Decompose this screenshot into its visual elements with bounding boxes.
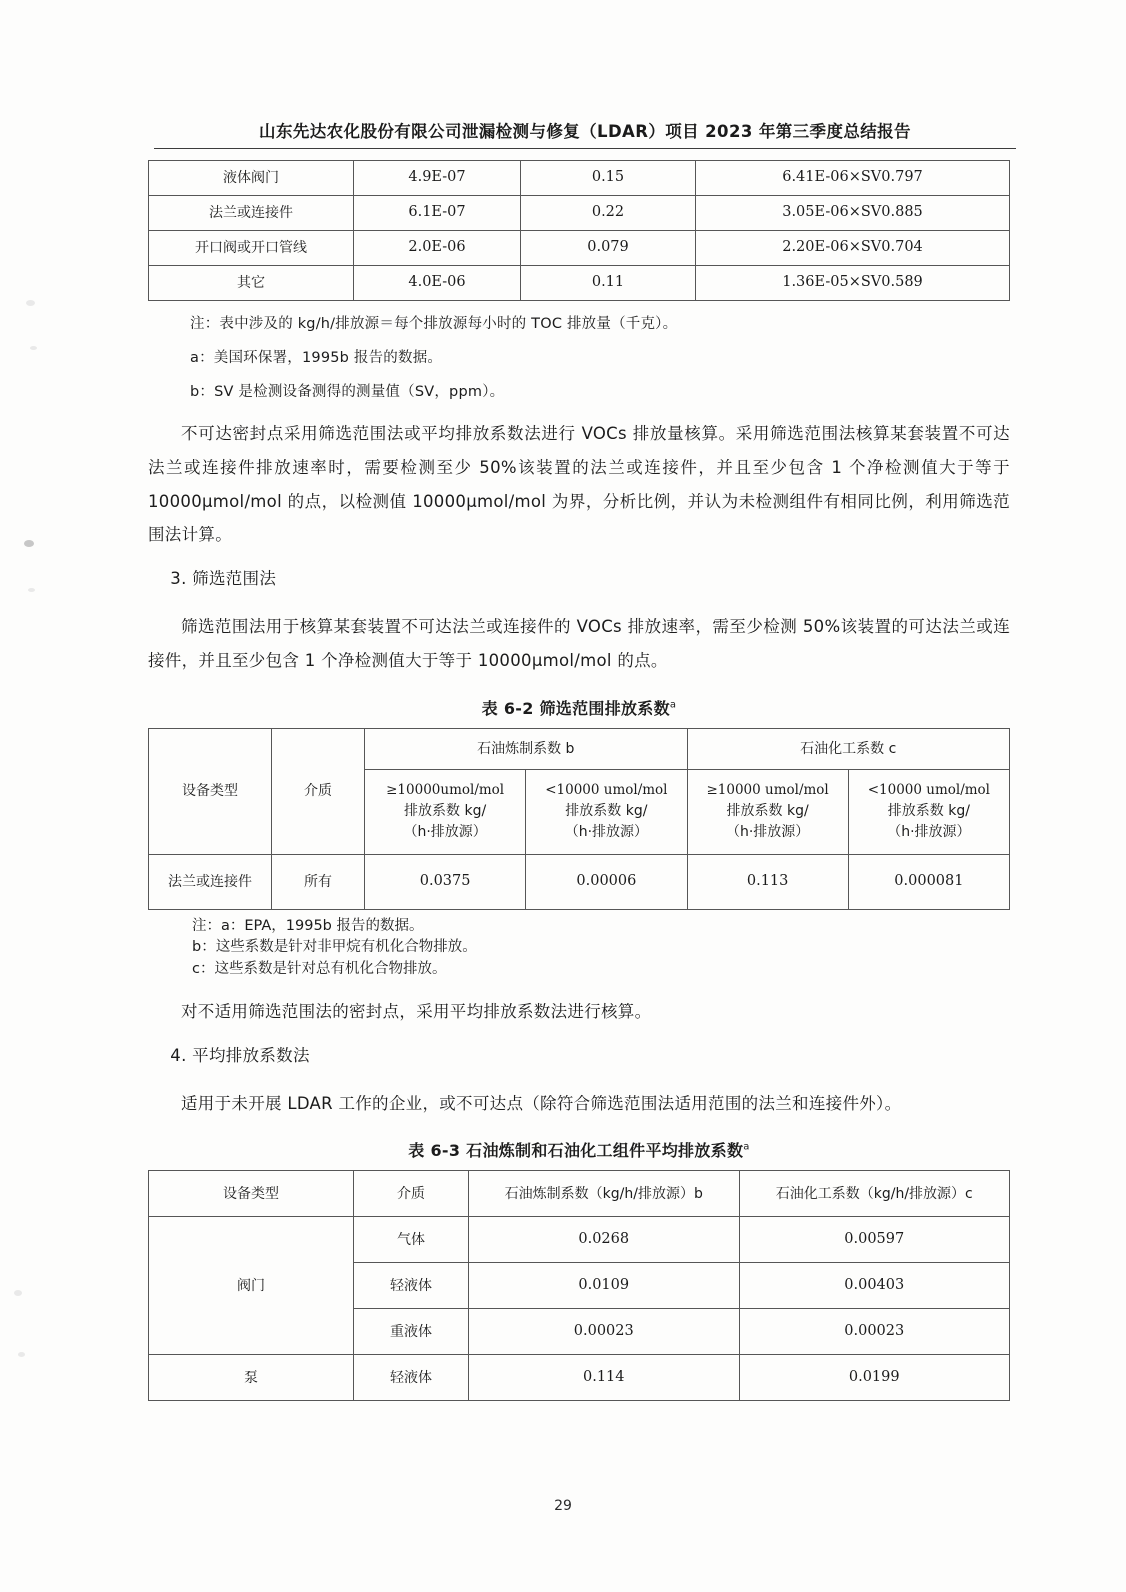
caption-text: 表 6-3 石油炼制和石油化工组件平均排放系数 (408, 1141, 744, 1161)
cell-medium: 重液体 (354, 1309, 469, 1355)
note-a: 注：a：EPA，1995b 报告的数据。 (192, 917, 424, 934)
header-equipment-type: 设备类型 (149, 1171, 354, 1217)
caption-table-6-3 (148, 1138, 1010, 1161)
cell-formula: 3.05E-06×SV0.885 (696, 196, 1010, 231)
scan-artifact (18, 1352, 25, 1357)
cell-equipment: 开口阀或开口管线 (149, 231, 354, 266)
table-note-b: b：SV 是检测设备测得的测量值（SV，ppm）。 (190, 384, 505, 401)
table-6-2 (148, 728, 1010, 910)
table-row (149, 161, 1010, 196)
table-note-unit: 注：表中涉及的 kg/h/排放源＝每个排放源每小时的 TOC 排放量（千克）。 (190, 316, 678, 332)
cell-equipment: 法兰或连接件 (149, 854, 272, 909)
subheader-line-3: （h·排放源） (564, 823, 649, 840)
cell-ge-petrochemical: 0.113 (687, 854, 848, 909)
caption-footnote-marker: a (669, 699, 677, 711)
cell-value-a: 4.9E-07 (354, 161, 521, 196)
table-note-a: a：美国环保署，1995b 报告的数据。 (190, 350, 443, 367)
subheader-line-2: 排放系数 kg/ (726, 802, 809, 819)
cell-refining: 0.114 (469, 1355, 740, 1401)
subheader-lt-10000-petrochemical (848, 769, 1009, 854)
cell-formula: 6.41E-06×SV0.797 (696, 161, 1010, 196)
cell-equipment-group: 泵 (149, 1355, 354, 1401)
header-refining: 石油炼制系数（kg/h/排放源）b (469, 1171, 740, 1217)
note-c: c：这些系数是针对总有机化合物排放。 (192, 961, 447, 978)
cell-formula: 1.36E-05×SV0.589 (696, 266, 1010, 301)
cell-value-b: 0.15 (521, 161, 696, 196)
cell-petrochemical: 0.00023 (739, 1309, 1010, 1355)
table-row (149, 196, 1010, 231)
cell-lt-petrochemical: 0.000081 (848, 854, 1009, 909)
subheader-line-3: （h·排放源） (725, 823, 810, 840)
subheader-line-2: 排放系数 kg/ (404, 802, 487, 819)
cell-refining: 0.00023 (469, 1309, 740, 1355)
cell-value-a: 6.1E-07 (354, 196, 521, 231)
subheader-line-1: <10000 umol/mol (545, 782, 668, 799)
paragraph-not-applicable: 对不适用筛选范围法的密封点，采用平均排放系数法进行核算。 (181, 1001, 652, 1021)
table-6-2-notes (192, 916, 1010, 981)
table-6-1-continued (148, 160, 1010, 301)
scan-artifact (26, 300, 35, 306)
cell-petrochemical: 0.00597 (739, 1217, 1010, 1263)
cell-medium: 所有 (272, 854, 365, 909)
cell-refining: 0.0268 (469, 1217, 740, 1263)
paragraph-screening-range-method: 筛选范围法用于核算某套装置不可达法兰或连接件的 VOCs 排放速率，需至少检测 50%该装置的可达法兰或连接件，并且至少包含 1 个净检测值大于等于 10000μmol/mol 的点。 (148, 617, 1010, 670)
subheader-line-1: ≥10000 umol/mol (706, 782, 829, 799)
cell-equipment: 液体阀门 (149, 161, 354, 196)
note-b: b：这些系数是针对非甲烷有机化合物排放。 (192, 939, 477, 956)
header-group-refining: 石油炼制系数 b (365, 728, 688, 769)
cell-medium: 轻液体 (354, 1263, 469, 1309)
subheader-line-1: <10000 umol/mol (867, 782, 991, 799)
paragraph-average-emission-factor: 适用于未开展 LDAR 工作的企业，或不可达点（除符合筛选范围法适用范围的法兰和连接件外）。 (181, 1093, 902, 1113)
page-number: 29 (554, 1498, 572, 1514)
scan-artifact (24, 540, 34, 547)
cell-value-b: 0.22 (521, 196, 696, 231)
cell-equipment: 其它 (149, 266, 354, 301)
scan-artifact (28, 588, 35, 592)
cell-medium: 气体 (354, 1217, 469, 1263)
cell-equipment: 法兰或连接件 (149, 196, 354, 231)
table-header-row (149, 1171, 1010, 1217)
cell-medium: 轻液体 (354, 1355, 469, 1401)
cell-refining: 0.0109 (469, 1263, 740, 1309)
subheader-ge-10000-refining (365, 769, 526, 854)
table-header-row (149, 728, 1010, 769)
table-6-3 (148, 1170, 1010, 1401)
table-row (149, 266, 1010, 301)
header-equipment-type: 设备类型 (149, 728, 272, 854)
header-medium: 介质 (354, 1171, 469, 1217)
subheader-line-1: ≥10000umol/mol (386, 782, 505, 799)
table-row (149, 231, 1010, 266)
cell-lt-refining: 0.00006 (526, 854, 687, 909)
cell-petrochemical: 0.0199 (739, 1355, 1010, 1401)
header-petrochemical: 石油化工系数（kg/h/排放源）c (739, 1171, 1010, 1217)
subheader-line-3: （h·排放源） (403, 823, 487, 840)
subheader-line-2: 排放系数 kg/ (565, 802, 648, 819)
scan-artifact (14, 1290, 22, 1296)
heading-screening-range-method: 3. 筛选范围法 (170, 569, 277, 589)
caption-table-6-2 (148, 696, 1010, 719)
cell-formula: 2.20E-06×SV0.704 (696, 231, 1010, 266)
caption-text: 表 6-2 筛选范围排放系数 (481, 698, 670, 718)
subheader-line-2: 排放系数 kg/ (887, 802, 970, 819)
cell-value-a: 4.0E-06 (354, 266, 521, 301)
cell-value-b: 0.11 (521, 266, 696, 301)
table-row (149, 854, 1010, 909)
page-header-title: 山东先达农化股份有限公司泄漏检测与修复（LDAR）项目 2023 年第三季度总结报告 (154, 118, 1016, 149)
subheader-lt-10000-refining (526, 769, 687, 854)
table-row (149, 1355, 1010, 1401)
header-group-petrochemical: 石油化工系数 c (687, 728, 1010, 769)
subheader-line-3: （h·排放源） (887, 823, 971, 840)
scan-artifact (30, 346, 37, 350)
heading-average-emission-factor-method: 4. 平均排放系数法 (170, 1045, 310, 1065)
header-medium: 介质 (272, 728, 365, 854)
subheader-ge-10000-petrochemical (687, 769, 848, 854)
cell-ge-refining: 0.0375 (365, 854, 526, 909)
cell-value-a: 2.0E-06 (354, 231, 521, 266)
cell-value-b: 0.079 (521, 231, 696, 266)
paragraph-unreachable-points: 不可达密封点采用筛选范围法或平均排放系数法进行 VOCs 排放量核算。采用筛选范围法核算某套装置不可达法兰或连接件排放速率时，需要检测至少 50%该装置的法兰或连接件，并且至少包含 1 个净检测值大于等于 10000μmol/mol 的点，以检测值 10000μmol/mol 为界，分析比例，并认为未检测组件有相同比例，利用筛选范围法计算。 (148, 424, 1010, 545)
table-row (149, 1217, 1010, 1263)
cell-equipment-group: 阀门 (149, 1217, 354, 1355)
caption-footnote-marker: a (743, 1142, 750, 1154)
cell-petrochemical: 0.00403 (739, 1263, 1010, 1309)
